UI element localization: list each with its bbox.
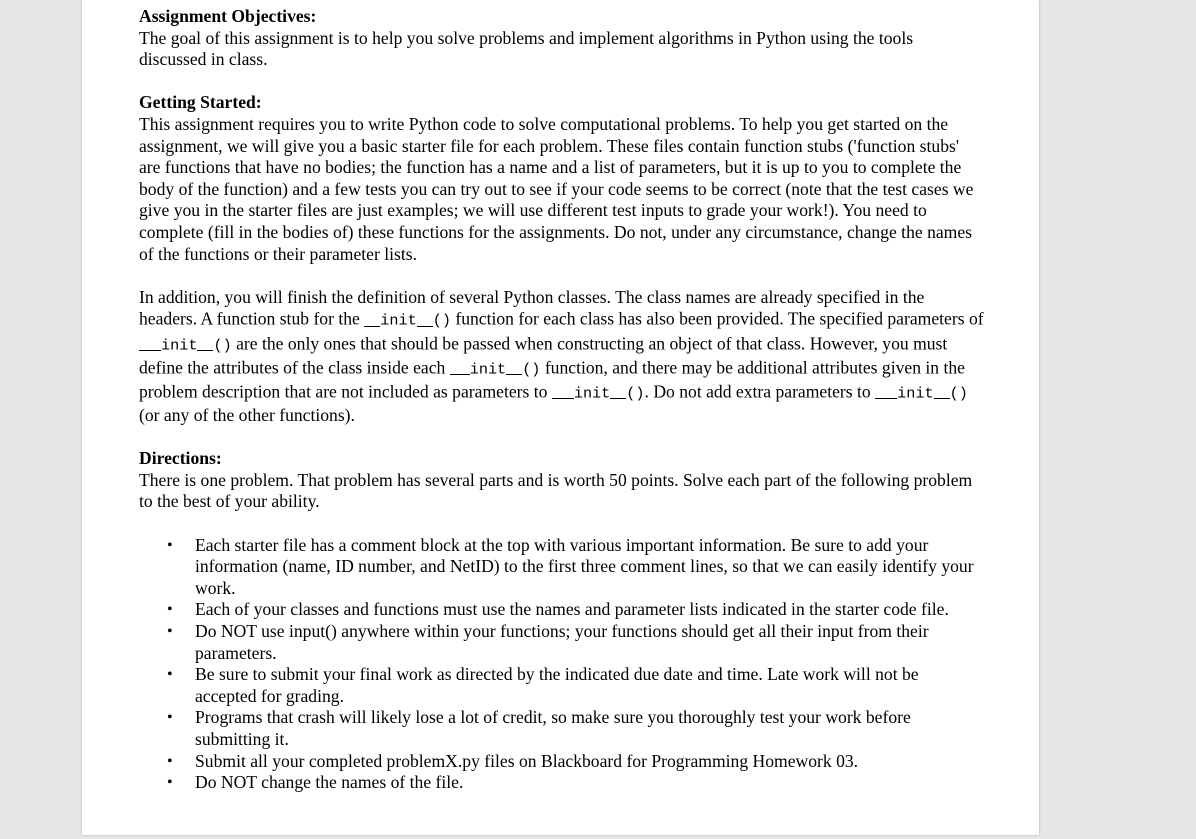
directions-heading: Directions: xyxy=(139,448,222,469)
bullet-icon: • xyxy=(167,774,173,792)
list-item-text: Be sure to submit your final work as directed by the indicated due date and time. Late work will not be accepted for grading. xyxy=(195,664,919,706)
init-parens: () xyxy=(213,336,232,355)
document-page xyxy=(82,0,1039,835)
getting-started-heading: Getting Started: xyxy=(139,92,262,113)
init-function-name: init xyxy=(573,384,611,403)
list-item-text: Do NOT use input() anywhere within your functions; your functions should get all their input from their parameters. xyxy=(195,621,929,663)
list-item xyxy=(139,664,984,707)
classes-text-1: In addition, you will finish the definition of several Python classes. The class names are already specified in the headers. A function stub for the xyxy=(139,286,925,329)
list-item xyxy=(139,751,984,773)
bullet-icon: • xyxy=(167,709,173,727)
directions-bullet-list xyxy=(139,535,984,794)
classes-paragraph xyxy=(139,287,984,427)
list-item xyxy=(139,621,984,664)
getting-started-paragraph: This assignment requires you to write Python code to solve computational problems. To help you get started on the assignment, we will give you a basic starter file for each problem. These files contain function stubs ('function stubs' are functions that have no bodies; the function has a name and a list of parameters, but it is up to you to complete the body of the function) and a few tests you can try out to see if your code seems to be correct (note that the test cases we give you in the starter files are just examples; we will use different test inputs to grade your work!). You need to complete (fill in the bodies of) these functions for the assignments. Do not, under any circumstance, change the names of the functions or their parameter lists. xyxy=(139,113,974,264)
list-item xyxy=(139,707,984,750)
classes-text-5: . Do not add extra parameters to xyxy=(644,381,876,402)
init-parens: () xyxy=(522,360,541,379)
init-parens: () xyxy=(626,384,645,403)
classes-text-4: function, and there may be additional attributes given in the problem description that are not included as parameters to xyxy=(139,357,965,402)
list-item-text: Each starter file has a comment block at the top with various important information. Be sure to add your information (name, ID number, and NetID) to the first three comment lines, so that we can easily identify your work. xyxy=(195,534,974,598)
objectives-heading: Assignment Objectives: xyxy=(139,6,317,26)
init-function-name: init xyxy=(469,360,507,379)
bullet-icon: • xyxy=(167,623,173,640)
list-item-text: Do NOT change the names of the file. xyxy=(195,772,464,793)
init-function-name: init xyxy=(380,311,417,330)
init-function-name: init xyxy=(897,384,934,403)
classes-text-2: function for each class has also been provided. The specified parameters of xyxy=(450,308,984,329)
directions-paragraph: There is one problem. That problem has several parts and is worth 50 points. Solve each part of the following problem to the best of your ability. xyxy=(139,469,973,512)
list-item-text: Programs that crash will likely lose a lot of credit, so make sure you thoroughly test your work before submitting it. xyxy=(195,707,911,749)
objectives-paragraph: The goal of this assignment is to help you solve problems and implement algorithms in Python using the tools discussed in class. xyxy=(139,27,914,70)
document-content xyxy=(139,6,984,794)
init-parens: () xyxy=(949,384,968,403)
bullet-icon: • xyxy=(167,536,173,554)
list-item xyxy=(139,599,984,621)
bullet-icon: • xyxy=(167,601,173,619)
list-item-text: Submit all your completed problemX.py files on Blackboard for Programming Homework 03. xyxy=(195,750,859,771)
bullet-icon: • xyxy=(167,752,173,770)
list-item-text: Each of your classes and functions must use the names and parameter lists indicated in the starter code file. xyxy=(195,599,949,620)
list-item xyxy=(139,772,984,794)
classes-text-6: (or any of the other functions). xyxy=(139,405,355,426)
init-function-name: init xyxy=(161,336,198,355)
init-parens: () xyxy=(432,311,451,330)
bullet-icon: • xyxy=(167,666,173,684)
classes-text-3: are the only ones that should be passed when constructing an object of that class. However, you must define the attributes of the class inside each xyxy=(139,333,948,378)
list-item xyxy=(139,535,984,600)
